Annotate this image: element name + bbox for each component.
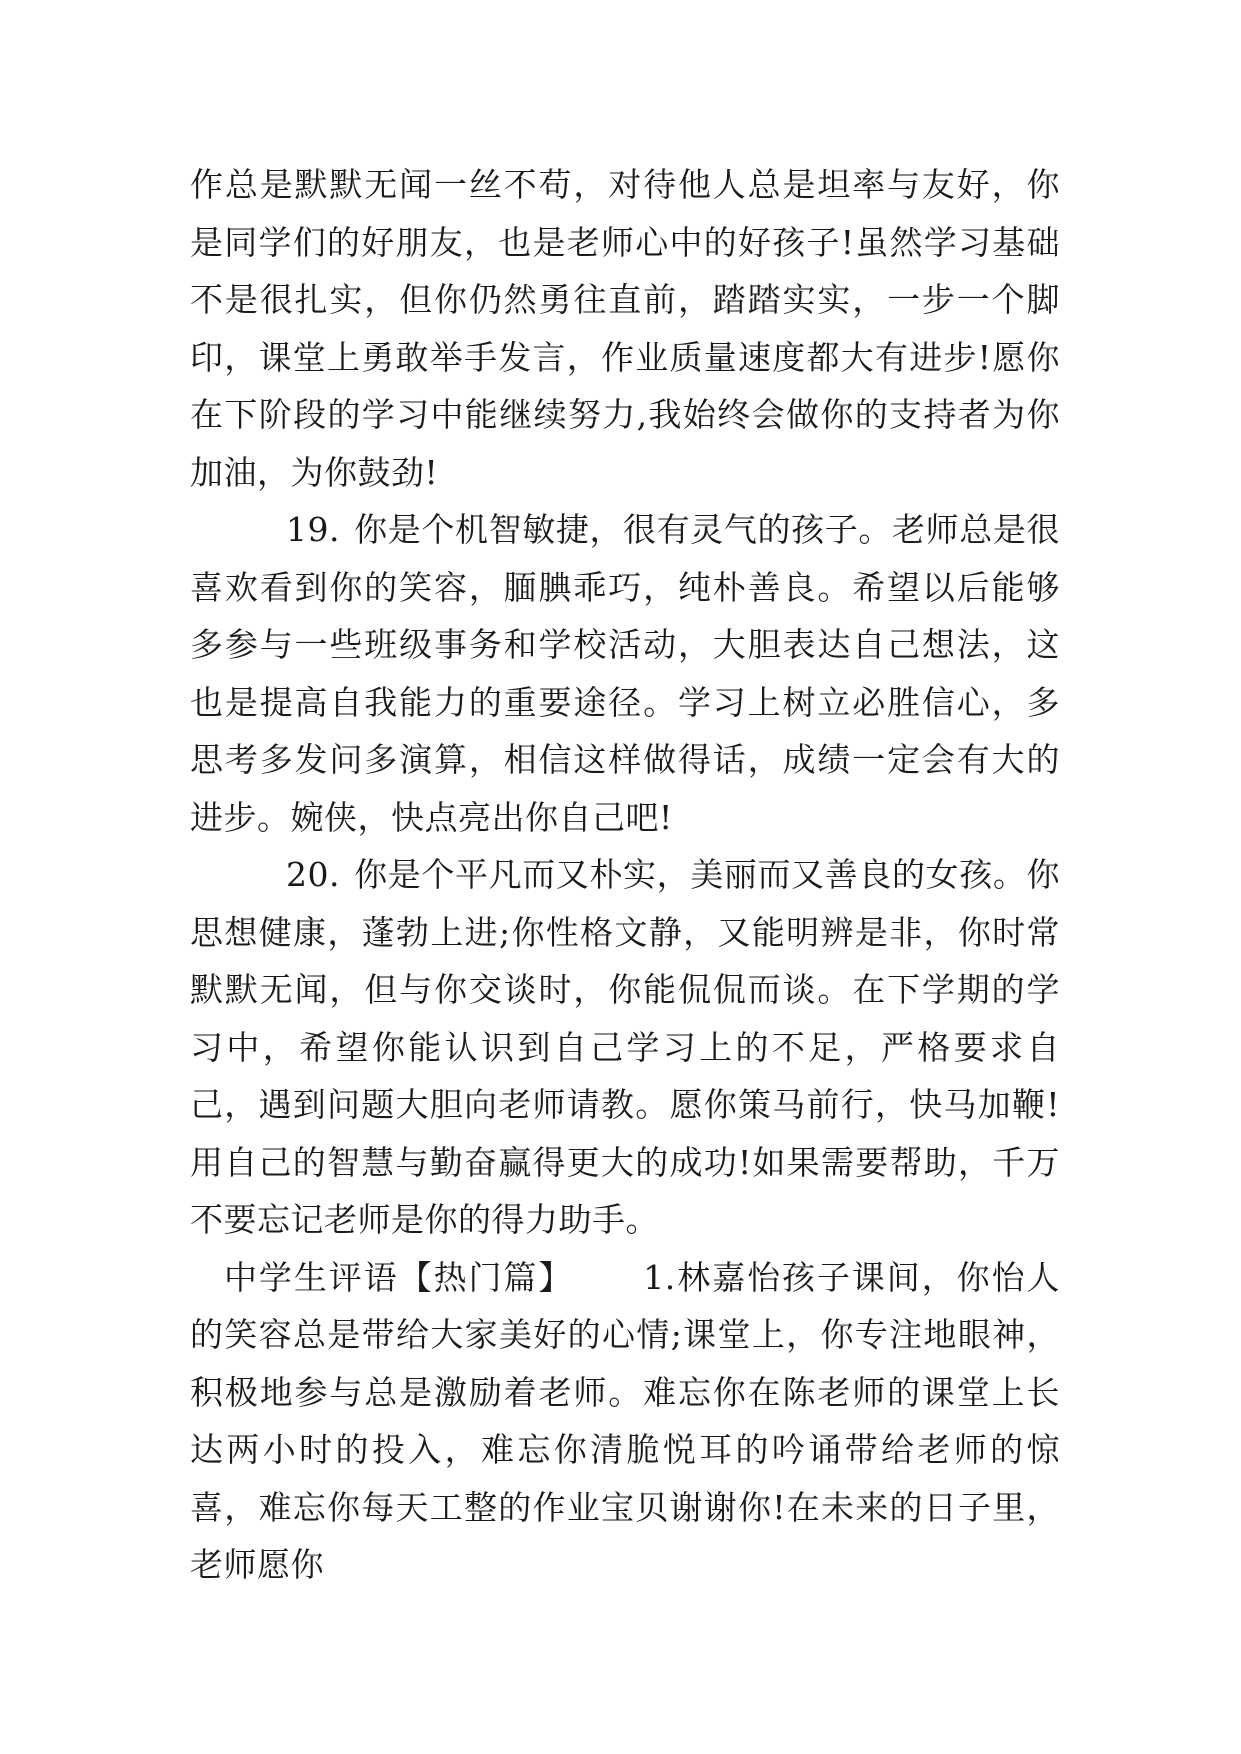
section-heading: 中学生评语【热门篇】 [224,1257,574,1297]
paragraph-item-20 [190,846,1060,1249]
item-number: 19. [286,510,340,549]
paragraph-item-19 [190,501,1060,846]
paragraph-text: 林嘉怡孩子课间，你怡人的笑容总是带给大家美好的心情;课堂上，你专注地眼神，积极地参与总是激励着老师。难忘你在陈老师的课堂上长达两小时的投入，难忘你清脆悦耳的吟诵带给老师的惊喜，难忘你每天工整的作业宝贝谢谢你!在未来的日子里，老师愿你 [190,1257,1061,1584]
document-body [190,156,1060,1594]
paragraph-text: 你是个平凡而又朴实，美丽而又善良的女孩。你思想健康，蓬勃上进;你性格文静，又能明辨是非，你时常默默无闻，但与你交谈时，你能侃侃而谈。在下学期的学习中，希望你能认识到自己学习上的不足，严格要求自己，遇到问题大胆向老师请教。愿你策马前行，快马加鞭!用自己的智慧与勤奋赢得更大的成功!如果需要帮助，千万不要忘记老师是你的得力助手。 [190,855,1060,1239]
item-number: 1. [643,1257,676,1297]
paragraph-text: 作总是默默无闻一丝不苟，对待他人总是坦率与友好，你是同学们的好朋友，也是老师心中的好孩子!虽然学习基础不是很扎实，但你仍然勇往直前，踏踏实实，一步一个脚印，课堂上勇敢举手发言，作业质量速度都大有进步!愿你在下阶段的学习中能继续努力,我始终会做你的支持者为你加油，为你鼓劲! [190,165,1060,492]
item-number: 20. [286,855,340,894]
paragraph-continuation [190,156,1060,501]
paragraph-text: 你是个机智敏捷，很有灵气的孩子。老师总是很喜欢看到你的笑容，腼腆乖巧，纯朴善良。希望以后能够多参与一些班级事务和学校活动，大胆表达自己想法，这也是提高自我能力的重要途径。学习上树立必胜信心，多思考多发问多演算，相信这样做得话，成绩一定会有大的进步。婉侠，快点亮出你自己吧! [190,510,1060,837]
paragraph-section-hot [190,1249,1060,1594]
